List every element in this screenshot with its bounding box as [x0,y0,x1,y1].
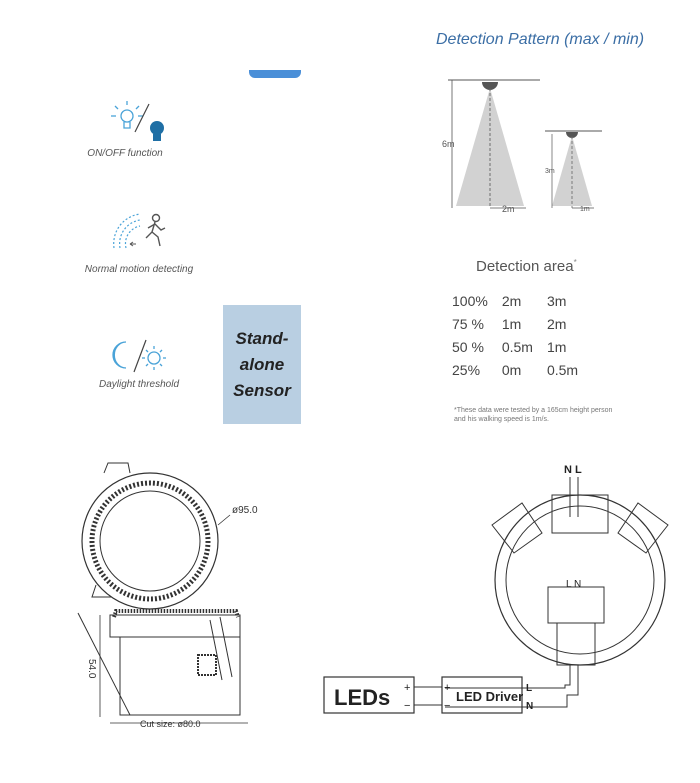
table-row: 25% 0m 0.5m [452,361,579,378]
diameter-label: ø95.0 [232,505,258,516]
inner-terminal-label: L N [566,579,582,590]
standalone-line: Stand- [235,328,289,348]
detection-pattern-diagram [440,76,610,216]
plus-sign: + [404,682,411,694]
blue-tab-fragment [249,70,301,78]
table-row: 75 % 1m 2m [452,315,567,332]
driver-N-label: N [526,701,534,712]
function-label: Normal motion detecting [84,264,194,275]
cut-size-label: Cut size: ø80.0 [140,719,201,729]
test-note: *These data were tested by a 165cm height person and his walking speed is 1m/s. [454,407,613,423]
function-label: Daylight threshold [98,379,180,390]
driver-label: LED Driver [456,689,524,704]
table-row: 50 % 0.5m 1m [452,338,567,355]
width-max-label: 2m [502,204,515,214]
plus-sign: + [444,682,451,694]
table-row: 100% 2m 3m [452,292,567,309]
minus-sign: − [444,700,451,712]
function-label: ON/OFF function [87,148,163,159]
bulb-on-off-icon [105,98,175,144]
dimension-drawing [70,455,280,735]
width-min-label: 1m [580,206,590,213]
height-max-label: 6m [442,139,455,149]
detection-area-table [452,289,592,381]
detection-area-title: Detection area* [476,258,577,275]
top-terminal-label: N L [564,464,582,476]
driver-L-label: L [526,683,533,694]
minus-sign: − [404,700,411,712]
standalone-line: alone [239,354,285,374]
standalone-line: Sensor [233,380,291,400]
pattern-title: Detection Pattern (max / min) [436,31,645,48]
moon-sun-icon [108,336,172,376]
asterisk: * [573,258,577,267]
standalone-sensor-badge [223,305,301,424]
height-min-label: 3m [545,168,555,175]
height-label: 54.0 [86,659,97,679]
motion-person-icon [110,208,172,258]
wiring-diagram [320,455,690,730]
leds-label: LEDs [334,685,391,710]
